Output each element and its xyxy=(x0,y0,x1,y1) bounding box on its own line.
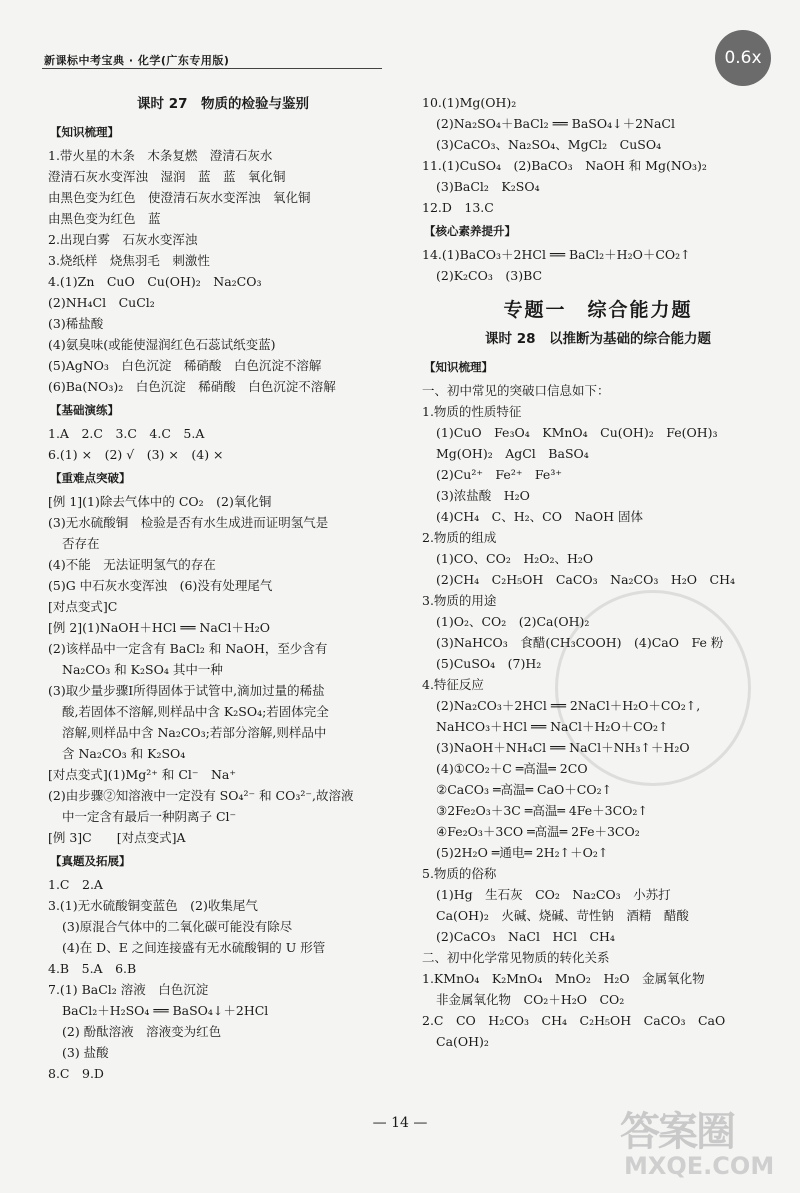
answer-line: (3)NaOH＋NH₄Cl ══ NaCl＋NH₃↑＋H₂O xyxy=(436,740,690,755)
answer-line: 7.(1) BaCl₂ 溶液 白色沉淀 xyxy=(48,982,209,997)
answer-line: (1)CO、CO₂ H₂O₂、H₂O xyxy=(436,551,594,566)
answer-line: (3)原混合气体中的二氧化碳可能没有除尽 xyxy=(62,919,293,934)
answer-line: (5)2H₂O ═通电═ 2H₂↑＋O₂↑ xyxy=(436,845,609,860)
answer-line: 非金属氧化物 CO₂＋H₂O CO₂ xyxy=(436,992,625,1007)
answer-line: 8.C 9.D xyxy=(48,1066,104,1081)
page-number: — 14 — xyxy=(372,1115,428,1131)
answer-line: (3)无水硫酸铜 检验是否有水生成进而证明氢气是 xyxy=(48,515,329,530)
answer-line: 3.烧纸样 烧焦羽毛 刺激性 xyxy=(48,253,210,268)
answer-line: (6)Ba(NO₃)₂ 白色沉淀 稀硝酸 白色沉淀不溶解 xyxy=(48,379,336,394)
header-rule xyxy=(42,68,382,69)
answer-line: 二、初中化学常见物质的转化关系 xyxy=(422,950,610,965)
answer-line: Ca(OH)₂ 火碱、烧碱、苛性钠 酒精 醋酸 xyxy=(436,908,689,923)
answer-line: (2)该样品中一定含有 BaCl₂ 和 NaOH，至少含有 xyxy=(48,641,328,656)
answer-line: (4)CH₄ C、H₂、CO NaOH 固体 xyxy=(436,509,643,524)
answer-line: (2)由步骤②知溶液中一定没有 SO₄²⁻ 和 CO₃²⁻,故溶液 xyxy=(48,788,354,803)
answer-line: (2)Na₂SO₄＋BaCl₂ ══ BaSO₄↓＋2NaCl xyxy=(436,116,675,131)
answer-line: 4.特征反应 xyxy=(422,677,484,692)
watermark-url: MXQE.COM xyxy=(624,1152,775,1180)
answer-line: 1.带火星的木条 木条复燃 澄清石灰水 xyxy=(48,148,273,163)
section-heading: 【基础演练】 xyxy=(50,403,119,417)
answer-line: (3)BaCl₂ K₂SO₄ xyxy=(436,179,540,194)
answer-line: 12.D 13.C xyxy=(422,200,494,215)
left-lines xyxy=(48,119,398,1084)
answer-line: 1.KMnO₄ K₂MnO₄ MnO₂ H₂O 金属氧化物 xyxy=(422,971,705,986)
answer-line: (4)①CO₂＋C ═高温═ 2CO xyxy=(436,761,588,776)
answer-line: NaHCO₃＋HCl ══ NaCl＋H₂O＋CO₂↑ xyxy=(436,719,669,734)
answer-line: ④Fe₂O₃＋3CO ═高温═ 2Fe＋3CO₂ xyxy=(436,824,640,839)
answer-line: (2)CaCO₃ NaCl HCl CH₄ xyxy=(436,929,615,944)
answer-line: 酸,若固体不溶解,则样品中含 K₂SO₄;若固体完全 xyxy=(62,704,329,719)
answer-line: [对点变式]C xyxy=(48,599,118,614)
answer-line: [对点变式](1)Mg²⁺ 和 Cl⁻ Na⁺ xyxy=(48,767,236,782)
answer-line: (5)AgNO₃ 白色沉淀 稀硝酸 白色沉淀不溶解 xyxy=(48,358,322,373)
answer-line: (2)Cu²⁺ Fe²⁺ Fe³⁺ xyxy=(436,467,562,482)
answer-line: (3)取少量步骤Ⅰ所得固体于试管中,滴加过量的稀盐 xyxy=(48,683,325,698)
section-heading: 【知识梳理】 xyxy=(424,360,493,374)
answer-line: 4.B 5.A 6.B xyxy=(48,961,137,976)
answer-line: [例 1](1)除去气体中的 CO₂ (2)氧化铜 xyxy=(48,494,272,509)
answer-line: 10.(1)Mg(OH)₂ xyxy=(422,95,517,110)
answer-line: (5)G 中石灰水变浑浊 (6)没有处理尾气 xyxy=(48,578,273,593)
answer-line: (3)NaHCO₃ 食醋(CH₃COOH) (4)CaO Fe 粉 xyxy=(436,635,724,650)
answer-line: (2)NH₄Cl CuCl₂ xyxy=(48,295,155,310)
answer-line: (1)O₂、CO₂ (2)Ca(OH)₂ xyxy=(436,614,590,629)
answer-line: [例 3]C [对点变式]A xyxy=(48,830,186,845)
right-bottom-lines xyxy=(422,354,774,1052)
answer-line: 4.(1)Zn CuO Cu(OH)₂ Na₂CO₃ xyxy=(48,274,262,289)
answer-line: 6.(1) × (2) √ (3) × (4) × xyxy=(48,447,224,462)
answer-line: 1.A 2.C 3.C 4.C 5.A xyxy=(48,426,205,441)
answer-line: (5)CuSO₄ (7)H₂ xyxy=(436,656,542,671)
answer-line: 澄清石灰水变浑浊 湿润 蓝 蓝 氧化铜 xyxy=(48,169,286,184)
answer-line: 1.C 2.A xyxy=(48,877,103,892)
section-heading: 【知识梳理】 xyxy=(50,125,119,139)
section-heading: 【真题及拓展】 xyxy=(50,854,131,868)
answer-line: 14.(1)BaCO₃＋2HCl ══ BaCl₂＋H₂O＋CO₂↑ xyxy=(422,247,691,262)
answer-line: ③2Fe₂O₃＋3C ═高温═ 4Fe＋3CO₂↑ xyxy=(436,803,648,818)
answer-line: (4)不能 无法证明氢气的存在 xyxy=(48,557,216,572)
lesson-28-title: 课时 28 以推断为基础的综合能力题 xyxy=(485,331,711,347)
topic-title: 专题一 综合能力题 xyxy=(503,299,693,321)
answer-line: 2.C CO H₂CO₃ CH₄ C₂H₅OH CaCO₃ CaO xyxy=(422,1013,726,1028)
answer-line: 1.物质的性质特征 xyxy=(422,404,522,419)
answer-line: 11.(1)CuSO₄ (2)BaCO₃ NaOH 和 Mg(NO₃)₂ xyxy=(422,158,707,173)
answer-line: 溶解,则样品中含 Na₂CO₃;若部分溶解,则样品中 xyxy=(62,725,327,740)
answer-line: Mg(OH)₂ AgCl BaSO₄ xyxy=(436,446,589,461)
answer-line: (2)Na₂CO₃＋2HCl ══ 2NaCl＋H₂O＋CO₂↑, xyxy=(436,698,701,713)
answer-line: (2) 酚酞溶液 溶液变为红色 xyxy=(62,1024,222,1039)
answer-line: 否存在 xyxy=(62,536,100,551)
watermark-logo: 答案圈 xyxy=(620,1109,734,1155)
answer-line: Na₂CO₃ 和 K₂SO₄ 其中一种 xyxy=(62,662,223,677)
answer-line: (4)氨臭味(或能使湿润红色石蕊试纸变蓝) xyxy=(48,337,276,352)
answer-line: (3)CaCO₃、Na₂SO₄、MgCl₂ CuSO₄ xyxy=(436,137,662,152)
right-top-lines xyxy=(422,92,774,286)
answer-line: [例 2](1)NaOH＋HCl ══ NaCl＋H₂O xyxy=(48,620,270,635)
answer-line: (2)K₂CO₃ (3)BC xyxy=(436,268,543,283)
playback-speed-badge[interactable]: 0.6x xyxy=(715,30,771,86)
answer-line: 中一定含有最后一种阴离子 Cl⁻ xyxy=(62,809,237,824)
answer-line: 3.(1)无水硫酸铜变蓝色 (2)收集尾气 xyxy=(48,898,258,913)
answer-line: (4)在 D、E 之间连接盛有无水硫酸铜的 U 形管 xyxy=(62,940,326,955)
answer-line: (3)稀盐酸 xyxy=(48,316,104,331)
answer-line: 由黑色变为红色 使澄清石灰水变浑浊 氧化铜 xyxy=(48,190,311,205)
answer-line: 一、初中常见的突破口信息如下： xyxy=(422,383,610,398)
answer-line: (1)Hg 生石灰 CO₂ Na₂CO₃ 小苏打 xyxy=(436,887,671,902)
answer-line: (1)CuO Fe₃O₄ KMnO₄ Cu(OH)₂ Fe(OH)₃ xyxy=(436,425,718,440)
answer-line: 2.物质的组成 xyxy=(422,530,497,545)
running-header: 新课标中考宝典 · 化学(广东专用版) xyxy=(44,54,230,67)
answer-line: (2)CH₄ C₂H₅OH CaCO₃ Na₂CO₃ H₂O CH₄ xyxy=(436,572,736,587)
answer-line: BaCl₂＋H₂SO₄ ══ BaSO₄↓＋2HCl xyxy=(62,1003,269,1018)
answer-line: 由黑色变为红色 蓝 xyxy=(48,211,161,226)
left-column xyxy=(48,92,398,1084)
right-column xyxy=(422,92,774,1052)
answer-line: 含 Na₂CO₃ 和 K₂SO₄ xyxy=(62,746,186,761)
answer-line: (3) 盐酸 xyxy=(62,1045,109,1060)
answer-line: ②CaCO₃ ═高温═ CaO＋CO₂↑ xyxy=(436,782,613,797)
section-heading: 【核心素养提升】 xyxy=(424,224,516,238)
answer-line: Ca(OH)₂ xyxy=(436,1034,489,1049)
answer-line: (3)浓盐酸 H₂O xyxy=(436,488,530,503)
section-heading: 【重难点突破】 xyxy=(50,471,131,485)
lesson-27-title: 课时 27 物质的检验与鉴别 xyxy=(137,96,309,112)
answer-line: 5.物质的俗称 xyxy=(422,866,497,881)
answer-line: 2.出现白雾 石灰水变浑浊 xyxy=(48,232,198,247)
answer-line: 3.物质的用途 xyxy=(422,593,497,608)
